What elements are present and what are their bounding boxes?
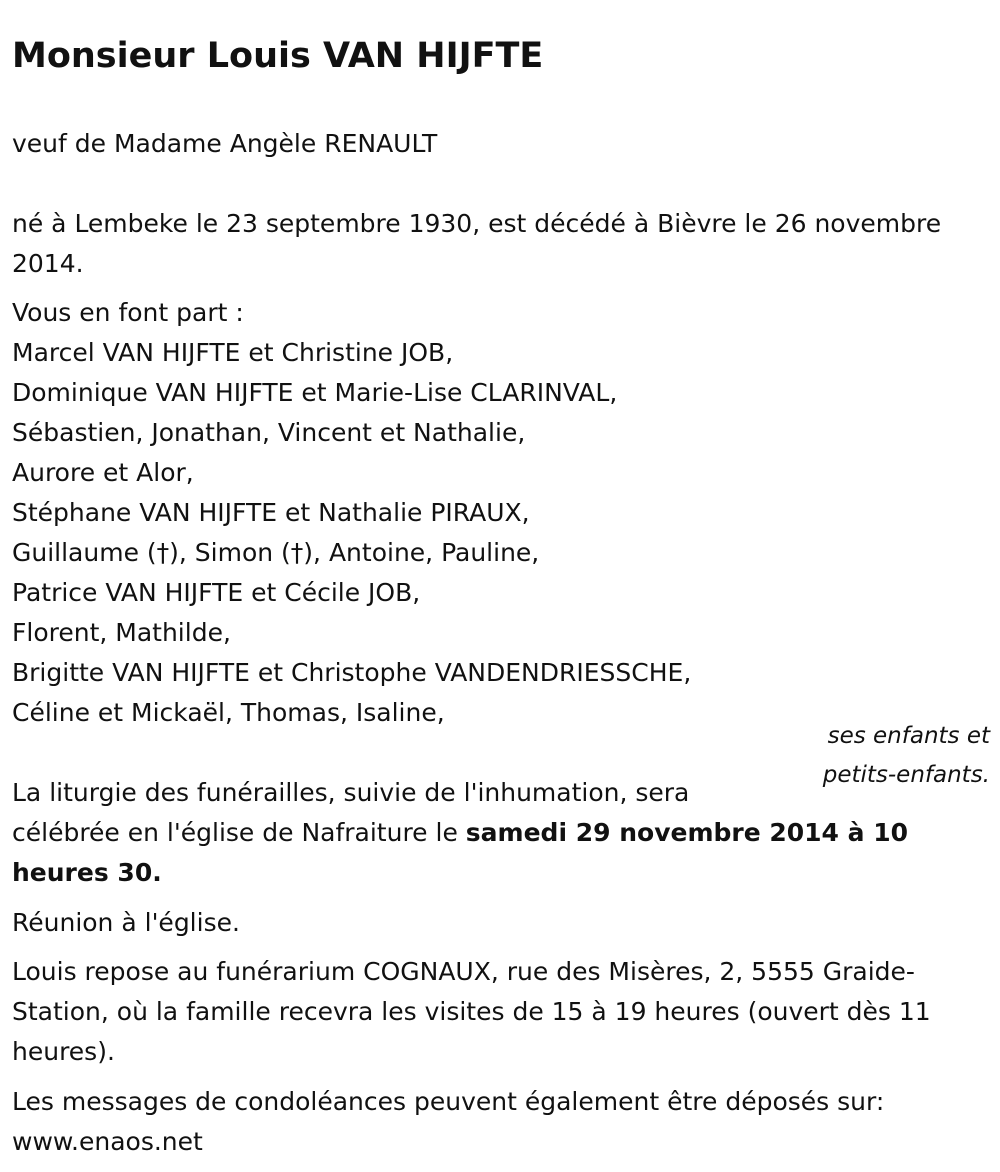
deceased-name: Monsieur Louis VAN HIJFTE: [12, 36, 544, 76]
family-line: Guillaume (†), Simon (†), Antoine, Pauline,: [12, 538, 540, 567]
funeral-location: célébrée en l'église de Nafraiture le: [12, 818, 466, 847]
funerarium-line-2: Station, où la famille recevra les visites de 15 à 19 heures (ouvert dès 11: [12, 997, 931, 1026]
family-line: Brigitte VAN HIJFTE et Christophe VANDENDRIESSCHE,: [12, 658, 692, 687]
spouse-line: veuf de Madame Angèle RENAULT: [12, 129, 438, 158]
family-signature: [823, 717, 990, 795]
birth-death-line-2: 2014.: [12, 249, 84, 278]
announcement-intro: Vous en font part :: [12, 298, 244, 327]
family-signature-line-2: petits-enfants.: [822, 762, 990, 788]
meeting-line: Réunion à l'église.: [12, 908, 240, 937]
funeral-line-2: [12, 813, 908, 853]
funeral-time: heures 30.: [12, 858, 162, 887]
family-line: Stéphane VAN HIJFTE et Nathalie PIRAUX,: [12, 498, 530, 527]
family-line: Sébastien, Jonathan, Vincent et Nathalie,: [12, 418, 526, 447]
funerarium-line-1: Louis repose au funérarium COGNAUX, rue des Misères, 2, 5555 Graide-: [12, 957, 915, 986]
funeral-line-1: La liturgie des funérailles, suivie de l'inhumation, sera: [12, 778, 690, 807]
family-line: Céline et Mickaël, Thomas, Isaline,: [12, 698, 445, 727]
funeral-date: samedi 29 novembre 2014 à 10: [465, 818, 909, 847]
condolences-link[interactable]: www.enaos.net: [12, 1127, 203, 1156]
family-line: Dominique VAN HIJFTE et Marie-Lise CLARINVAL,: [12, 378, 618, 407]
family-line: Aurore et Alor,: [12, 458, 194, 487]
family-line: Marcel VAN HIJFTE et Christine JOB,: [12, 338, 454, 367]
funerarium-line-3: heures).: [12, 1037, 115, 1066]
birth-death-line-1: né à Lembeke le 23 septembre 1930, est décédé à Bièvre le 26 novembre: [12, 209, 942, 238]
family-signature-line-1: ses enfants et: [827, 723, 990, 749]
condolences-line: Les messages de condoléances peuvent également être déposés sur:: [12, 1087, 885, 1116]
family-line: Patrice VAN HIJFTE et Cécile JOB,: [12, 578, 421, 607]
family-line: Florent, Mathilde,: [12, 618, 231, 647]
